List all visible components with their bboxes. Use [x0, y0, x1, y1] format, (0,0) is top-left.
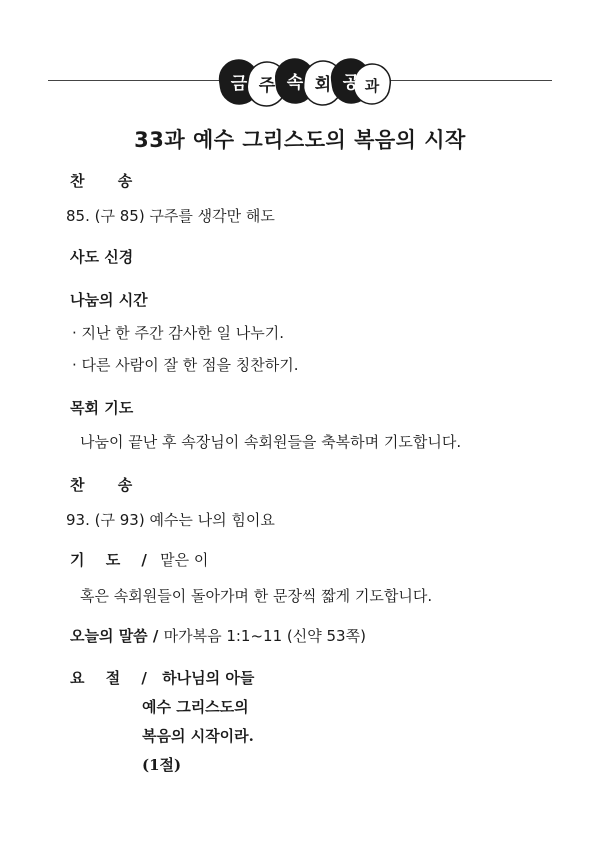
sharing-heading: 나눔의 시간 — [70, 291, 148, 309]
hymn2-text: 93. (구 93) 예수는 나의 힘이요 — [66, 511, 275, 529]
pastoral-prayer-text: 나눔이 끝난 후 속장님이 속회원들을 축복하며 기도합니다. — [80, 433, 462, 451]
prayer-leader: 맡은 이 — [160, 551, 209, 569]
hymn-text: 85. (구 85) 구주를 생각만 해도 — [66, 207, 275, 225]
prayer-heading-label: 기 도 / — [70, 551, 155, 569]
key-verse-line-2: 예수 그리스도의 — [142, 698, 249, 716]
key-verse-line-3: 복음의 시작이라. — [142, 727, 254, 745]
key-verse-line-4: (1절) — [142, 756, 182, 774]
key-verse-line-1: 하나님의 아들 — [162, 669, 255, 687]
reading-heading-label: 오늘의 말씀 / — [70, 627, 159, 645]
reading-heading — [70, 625, 366, 646]
hymn-heading: 찬 송 — [70, 172, 147, 190]
banner-char-1: 금 — [230, 74, 248, 94]
page-title: 33과 예수 그리스도의 복음의 시작 — [134, 128, 466, 152]
creed-heading: 사도 신경 — [70, 248, 134, 266]
key-verse-heading — [70, 667, 254, 688]
sharing-item-1: · 지난 한 주간 감사한 일 나누기. — [72, 324, 285, 342]
banner-char-6: 과 — [364, 77, 380, 95]
hymn2-heading: 찬 송 — [70, 476, 147, 494]
prayer-heading — [70, 549, 208, 570]
pastoral-prayer-heading: 목회 기도 — [70, 399, 134, 417]
banner-artwork — [212, 54, 392, 112]
banner-char-3: 속 — [286, 73, 304, 93]
prayer-text: 혹은 속회원들이 돌아가며 한 문장씩 짧게 기도합니다. — [80, 587, 433, 605]
sharing-item-2: · 다른 사람이 잘 한 점을 칭찬하기. — [72, 356, 299, 374]
reading-reference: 마가복음 1:1~11 (신약 53쪽) — [163, 627, 366, 645]
banner-char-4: 회 — [314, 75, 332, 95]
key-verse-heading-label: 요 절 / — [70, 669, 155, 687]
series-banner — [212, 54, 392, 112]
banner-char-2: 주 — [258, 76, 276, 96]
banner-char-5: 공 — [342, 73, 360, 93]
